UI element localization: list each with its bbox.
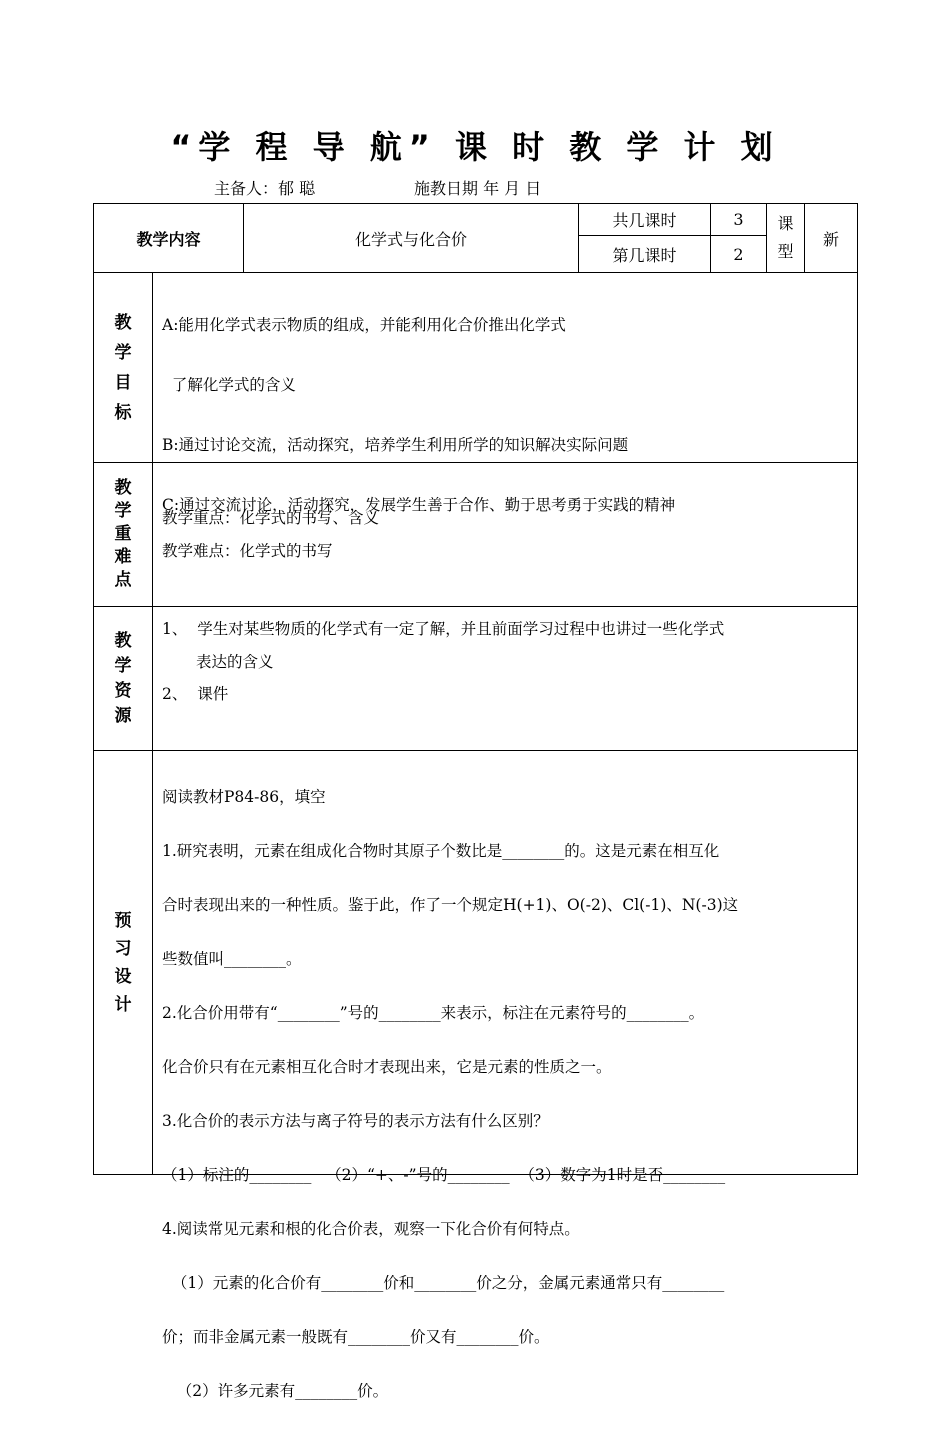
label-char: 难: [114, 547, 132, 567]
preview-label: [94, 751, 152, 1174]
preview-line: 价；而非金属元素一般既有________价又有________价。: [162, 1328, 550, 1346]
preview-line: （2）许多元素有________价。: [162, 1382, 389, 1400]
preparer: 主备人：郁 聪: [214, 179, 316, 198]
preview-line: 2.化合价用带有“________”号的________来表示，标注在元素符号的________。: [162, 1004, 705, 1022]
preview-line: （1）元素的化合价有________价和________价之分，金属元素通常只有________: [162, 1274, 725, 1292]
key-points-label: [94, 463, 152, 606]
preview-line: 阅读教材P84-86，填空: [162, 788, 326, 806]
teach-date: 施教日期 年 月 日: [414, 179, 542, 198]
row-divider: [93, 606, 858, 607]
label-char: 源: [114, 705, 132, 726]
row-divider: [93, 750, 858, 751]
row-divider: [93, 272, 858, 273]
table-border-right: [857, 203, 858, 1175]
label-char: 预: [114, 910, 132, 931]
total-periods-label: 共几课时: [612, 211, 677, 230]
label-char: 学: [114, 501, 132, 521]
label-char: 点: [114, 570, 132, 590]
lesson-type-label: [767, 204, 804, 272]
objective-line: B:通过讨论交流，活动探究，培养学生利用所学的知识解决实际问题: [162, 436, 629, 454]
content-label: 教学内容: [136, 229, 201, 249]
content-value: 化学式与化合价: [354, 229, 467, 249]
preview-line: 3.化合价的表示方法与离子符号的表示方法有什么区别？: [162, 1112, 549, 1130]
preview-line: 4.阅读常见元素和根的化合价表，观察一下化合价有何特点。: [162, 1220, 580, 1238]
total-periods-value: 3: [733, 210, 744, 229]
label-char: 计: [114, 994, 132, 1015]
label-char: 习: [114, 938, 132, 959]
preview-text: [162, 752, 738, 1436]
label-char: 设: [114, 966, 132, 987]
resource-item-1: 1、 学生对某些物质的化学式有一定了解，并且前面学习过程中也讲过一些化学式: [162, 620, 725, 638]
page-title: “学 程 导 航” 课 时 教 学 计 划: [170, 128, 780, 166]
preview-line: 些数值叫________。: [162, 950, 302, 968]
difficult-point: 教学难点：化学式的书写: [162, 542, 333, 560]
preview-line: 化合价只有在元素相互化合时才表现出来，它是元素的性质之一。: [162, 1058, 612, 1076]
preview-line: 合时表现出来的一种性质。鉴于此，作了一个规定H(+1)、O(-2)、Cl(-1)、N(-3)这: [162, 896, 739, 914]
label-char: 资: [114, 680, 132, 701]
key-point: 教学重点：化学式的书写、含义: [162, 509, 380, 527]
lesson-type-label-char: 课: [777, 214, 794, 233]
period-no-value: 2: [733, 244, 744, 264]
label-char: 教: [114, 312, 132, 333]
lesson-type-label-char: 型: [777, 242, 794, 261]
label-col-divider: [152, 272, 153, 1175]
objective-line: A:能用化学式表示物质的组成，并能利用化合价推出化学式: [162, 316, 566, 334]
label-char: 标: [114, 402, 132, 423]
label-char: 学: [114, 655, 132, 676]
label-char: 教: [114, 630, 132, 651]
preview-line: 1.研究表明，元素在组成化合物时其原子个数比是________的。这是元素在相互化: [162, 842, 720, 860]
objectives-label: [94, 273, 152, 462]
label-char: 重: [114, 524, 132, 544]
objective-line: 了解化学式的含义: [162, 376, 296, 394]
preview-line: （1）标注的________ （2）“+、-”号的________ （3）数字为1时是否________: [162, 1166, 726, 1184]
lesson-type-value: 新: [822, 229, 839, 249]
objective-line: C:通过交流讨论，活动探究，发展学生善于合作、勤于思考勇于实践的精神: [162, 496, 676, 514]
period-no-label: 第几课时: [612, 245, 677, 265]
resource-item-2: 2、 课件: [162, 685, 229, 703]
label-char: 学: [114, 342, 132, 363]
label-char: 目: [114, 372, 132, 393]
resource-item-1-cont: 表达的含义: [196, 653, 274, 671]
label-char: 教: [114, 478, 132, 498]
resources-label: [94, 607, 152, 750]
